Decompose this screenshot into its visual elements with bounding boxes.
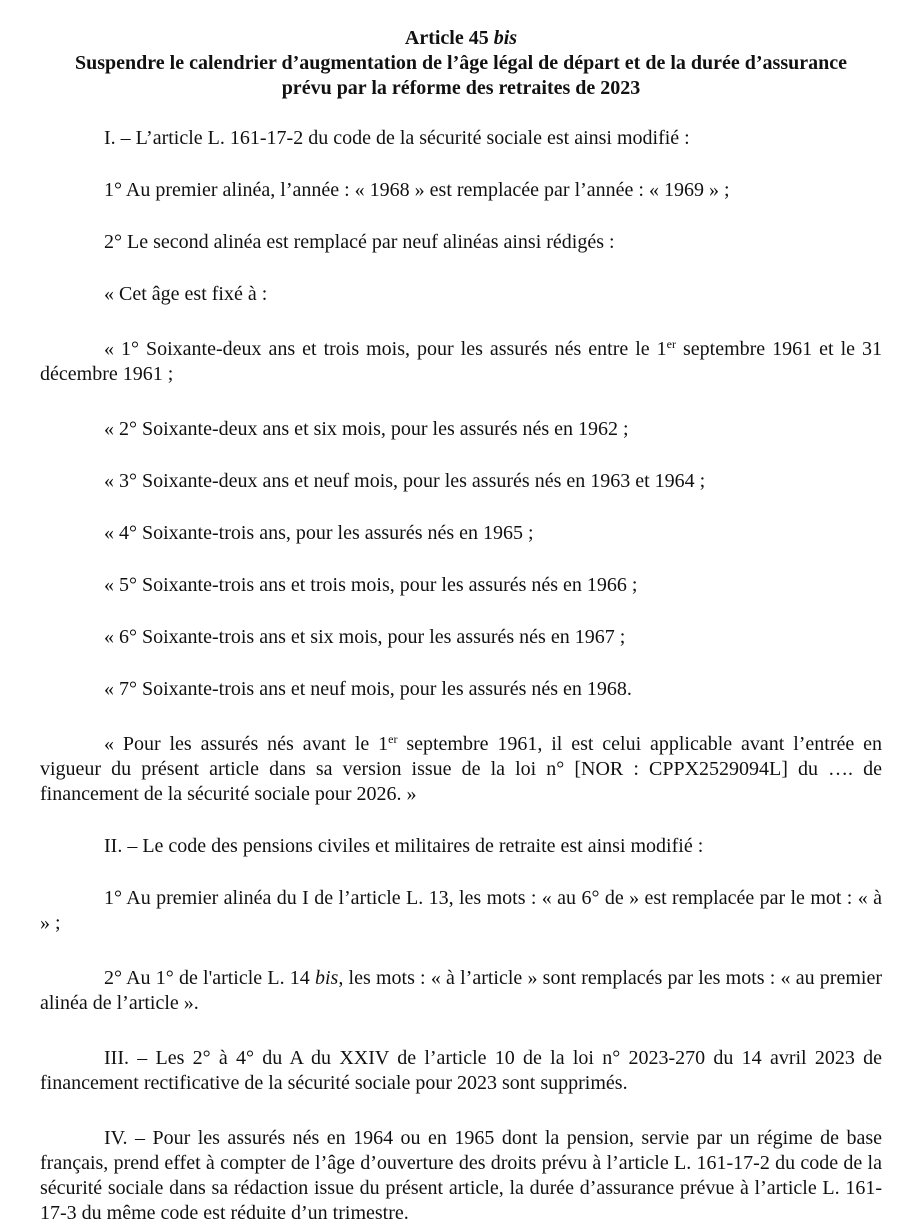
paragraph-item-6: « 6° Soixante-trois ans et six mois, pour les assurés nés en 1967 ; [104,626,626,648]
article-title-line-2: prévu par la réforme des retraites de 2023 [281,77,641,99]
bis-suffix: bis [493,27,518,49]
paragraph-section-iii: III. – Les 2° à 4° du A du XXIV de l’article 10 de la loi n° 2023-270 du 14 avril 2023 de financement rectificative de la sécurité sociale pour 2023 sont supprimés. [40,1047,882,1094]
article-number: Article 45 bis [404,27,518,49]
article-heading [40,26,882,101]
paragraph-item-2: « 2° Soixante-deux ans et six mois, pour les assurés nés en 1962 ; [104,418,629,440]
paragraph-1-year: 1° Au premier alinéa, l’année : « 1968 » est remplacée par l’année : « 1969 » ; [104,179,730,201]
paragraph-section-i: I. – L’article L. 161-17-2 du code de la sécurité sociale est ainsi modifié : [104,127,690,149]
paragraph-section-iv: IV. – Pour les assurés nés en 1964 ou en 1965 dont la pension, servie par un régime de base français, prend effet à compter de l’âge d’ouverture des droits prévu à l’article L. 161-17-2 du code de la sécurité sociale dans sa rédaction issue du présent article, la durée d’assurance prévue à l’article L. 161-17-3 du même code est réduite d’un trimestre. [40,1127,882,1224]
article-title-line-1: Suspendre le calendrier d’augmentation de l’âge légal de départ et de la durée d’assurance [75,52,847,74]
paragraph-age-fixed: « Cet âge est fixé à : [104,283,268,305]
paragraph-item-5: « 5° Soixante-trois ans et trois mois, pour les assurés nés en 1966 ; [104,574,638,596]
paragraph-item-4: « 4° Soixante-trois ans, pour les assurés nés en 1965 ; [104,522,534,544]
paragraph-2-replacement: 2° Le second alinéa est remplacé par neuf alinéas ainsi rédigés : [104,231,615,253]
paragraph-item-1: « 1° Soixante-deux ans et trois mois, pour les assurés nés entre le 1er septembre 1961 et le 31 décembre 1961 ; [40,337,882,385]
paragraph-item-3: « 3° Soixante-deux ans et neuf mois, pour les assurés nés en 1963 et 1964 ; [104,470,706,492]
paragraph-born-before: « Pour les assurés nés avant le 1er septembre 1961, il est celui applicable avant l’entrée en vigueur du présent article dans sa version issue de la loi n° [NOR : CPPX2529094L] du …. de financement de la sécurité sociale pour 2026. » [40,732,882,805]
paragraph-ii-1: 1° Au premier alinéa du I de l’article L. 13, les mots : « au 6° de » est remplacée par le mot : « à » ; [40,887,882,934]
paragraph-section-ii: II. – Le code des pensions civiles et militaires de retraite est ainsi modifié : [104,835,704,857]
paragraph-ii-2: 2° Au 1° de l'article L. 14 bis, les mots : « à l’article » sont remplacés par les mots : « au premier alinéa de l’article ». [40,967,882,1014]
document-page [40,26,882,1226]
paragraph-item-7: « 7° Soixante-trois ans et neuf mois, pour les assurés nés en 1968. [104,678,632,700]
